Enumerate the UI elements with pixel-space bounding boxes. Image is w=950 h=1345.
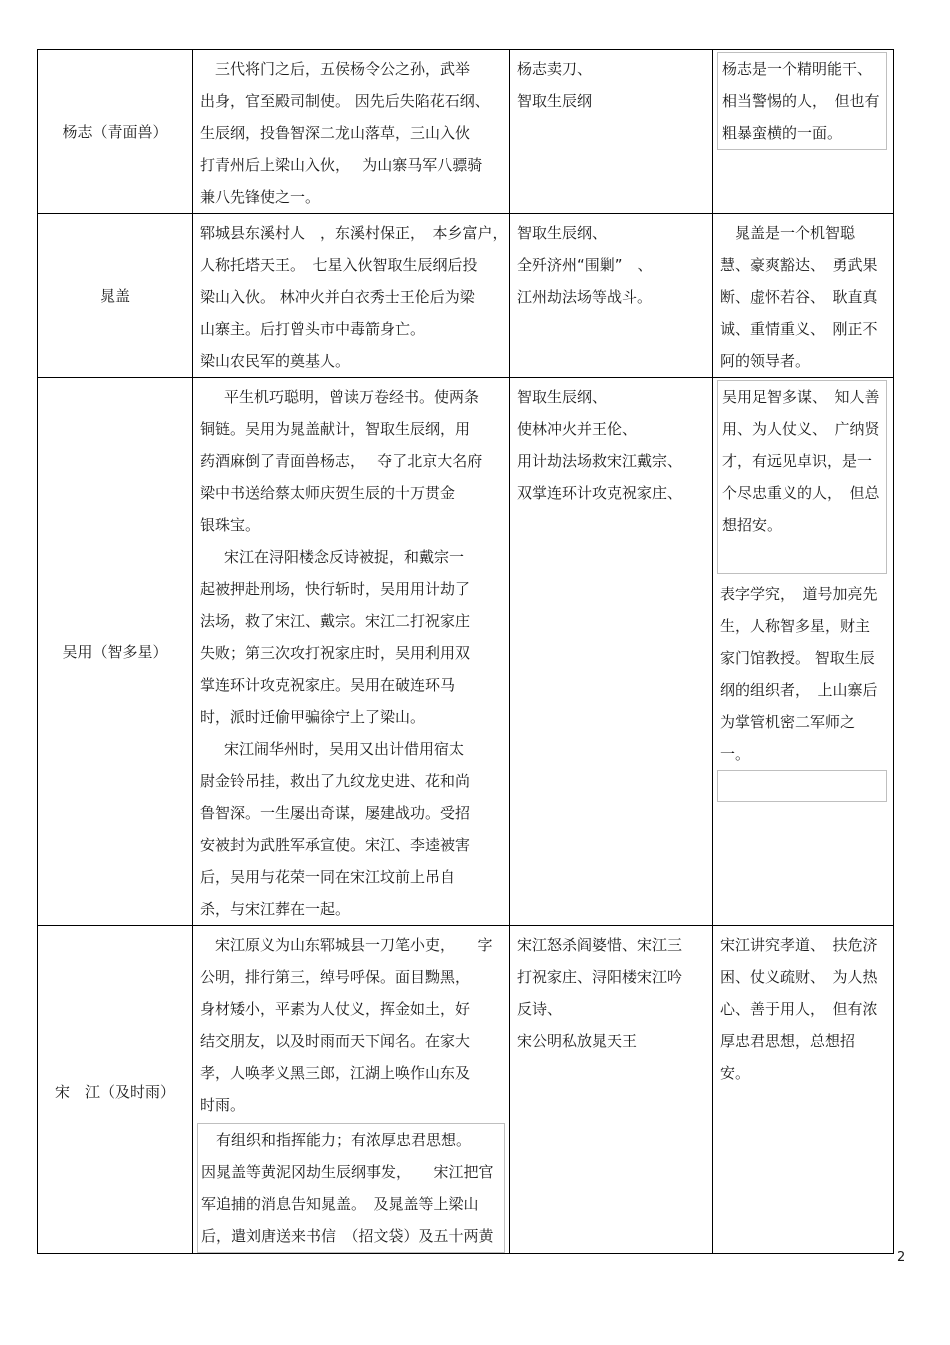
character-name-cell	[38, 214, 193, 378]
bio-cell	[193, 378, 510, 926]
bio-line: 梁中书送给蔡太师庆贺生辰的十万贯金	[200, 484, 456, 502]
bio-line: 安被封为武胜军承宣使。宋江、李逵被害	[200, 836, 471, 854]
bio-cell	[193, 926, 510, 1254]
trait-line: 心、善于用人， 但有浓	[720, 1000, 878, 1018]
bio-line: 失败；第三次攻打祝家庄时，吴用利用双	[200, 644, 471, 662]
note-line: 生，人称智多星，财主	[720, 617, 871, 635]
event-line: 使林冲火并王伦、	[517, 420, 638, 438]
bio-line: 结交朋友，以及时雨而天下闻名。在家大	[200, 1032, 471, 1050]
event-line: 宋江怒杀阎婆惜、宋江三	[517, 936, 683, 954]
event-line: 智取生辰纲	[517, 92, 593, 110]
bio-line: 三代将门之后，五侯杨令公之孙，武举	[200, 60, 471, 78]
bio-paragraph	[200, 541, 504, 573]
trait-line: 诚、重情重义、 刚正不	[720, 320, 878, 338]
note-line: 纲的组织者， 上山寨后	[720, 681, 878, 699]
note-line: 家门馆教授。 智取生辰	[720, 649, 875, 667]
event-line: 江州劫法场等战斗。	[517, 288, 653, 306]
bio-line: 杀，与宋江葬在一起。	[200, 900, 351, 918]
trait-line: 个尽忠重义的人， 但总	[722, 484, 880, 502]
event-line: 杨志卖刀、	[517, 60, 593, 78]
bio-line: 梁山农民军的奠基人。	[200, 352, 351, 370]
events-cell	[510, 50, 713, 214]
trait-box	[717, 52, 887, 150]
events-cell	[510, 378, 713, 926]
trait-line: 晁盖是一个机智聪	[720, 224, 856, 242]
character-table	[37, 49, 894, 1254]
character-name: 晁盖	[99, 286, 130, 305]
bio-paragraph	[200, 733, 504, 765]
character-name: 吴用（智多星）	[62, 642, 168, 661]
trait-line: 才，有远见卓识，是一	[722, 452, 873, 470]
bio-line: 军追捕的消息告知晁盖。 及晁盖等上梁山	[201, 1195, 479, 1213]
trait-line: 安。	[720, 1064, 751, 1082]
character-name-cell	[38, 926, 193, 1254]
table-row	[38, 50, 894, 214]
empty-box	[717, 770, 887, 802]
trait-line: 想招安。	[722, 516, 783, 534]
event-line: 智取生辰纲、	[517, 224, 608, 242]
bio-line: 时雨。	[200, 1096, 246, 1114]
events-cell	[510, 926, 713, 1254]
bio-line: 公明，排行第三，绰号呼保。面目黝黑，	[200, 968, 471, 986]
bio-line: 铜链。吴用为晁盖献计，智取生辰纲，用	[200, 420, 471, 438]
traits-cell	[713, 214, 894, 378]
bio-line: 梁山入伙。 林冲火并白衣秀士王伦后为梁	[200, 288, 475, 306]
bio-line: 鲁智深。一生屡出奇谋，屡建战功。受招	[200, 804, 471, 822]
bio-cell	[193, 50, 510, 214]
table-row	[38, 378, 894, 926]
character-name: 宋 江（及时雨）	[54, 1083, 175, 1101]
bio-line: 起被押赴刑场，快行斩时，吴用用计劫了	[200, 580, 471, 598]
events-cell	[510, 214, 713, 378]
bio-cell	[193, 214, 510, 378]
event-line: 智取生辰纲、	[517, 388, 608, 406]
event-line: 打祝家庄、浔阳楼宋江吟	[517, 968, 683, 986]
trait-line: 相当警惕的人， 但也有	[722, 92, 880, 110]
page-number: 2	[897, 1250, 906, 1265]
event-line: 反诗、	[517, 1000, 563, 1018]
bio-line: 后，吴用与花荣一同在宋江坟前上吊自	[200, 868, 456, 886]
bio-line: 宋江在浔阳楼念反诗被捉，和戴宗一	[224, 548, 465, 566]
bio-line: 人称托塔天王。 七星入伙智取生辰纲后投	[200, 256, 478, 274]
bio-line: 宋江原义为山东郓城县一刀笔小吏， 字	[200, 936, 493, 954]
trait-line: 吴用足智多谋、 知人善	[722, 388, 880, 406]
table-row	[38, 214, 894, 378]
bio-line: 法场，救了宋江、戴宗。宋江二打祝家庄	[200, 612, 471, 630]
trait-line: 阿的领导者。	[720, 352, 811, 370]
bio-line: 打青州后上梁山入伙， 为山寨马军八骠骑	[200, 156, 483, 174]
bio-line: 身材矮小，平素为人仗义，挥金如土，好	[200, 1000, 471, 1018]
trait-line: 慧、豪爽豁达、 勇武果	[720, 256, 878, 274]
trait-line: 厚忠君思想，总想招	[720, 1032, 856, 1050]
bio-line: 郓城县东溪村人 ，东溪村保正， 本乡富户，	[200, 224, 508, 242]
bio-line: 因晁盖等黄泥冈劫生辰纲事发， 宋江把官	[201, 1163, 494, 1181]
bio-line: 药酒麻倒了青面兽杨志， 夺了北京大名府	[200, 452, 483, 470]
trait-line: 杨志是一个精明能干、	[722, 60, 873, 78]
bio-line: 银珠宝。	[200, 516, 261, 534]
bio-box	[197, 1123, 505, 1253]
bio-line: 有组织和指挥能力；有浓厚忠君思想。	[201, 1131, 472, 1149]
note-line: 一。	[720, 745, 751, 763]
note-line: 为掌管机密二军师之	[720, 713, 856, 731]
bio-line: 孝，人唤孝义黑三郎，江湖上唤作山东及	[200, 1064, 471, 1082]
bio-line: 生辰纲，投鲁智深二龙山落草，三山入伙	[200, 124, 471, 142]
character-name-cell	[38, 378, 193, 926]
event-line: 用计劫法场救宋江戴宗、	[517, 452, 683, 470]
bio-line: 时，派时迁偷甲骗徐宁上了梁山。	[200, 708, 426, 726]
character-name-cell	[38, 50, 193, 214]
trait-line: 用、为人仗义、 广纳贤	[722, 420, 880, 438]
event-line: 全歼济州“围剿” 、	[517, 256, 653, 274]
trait-line: 粗暴蛮横的一面。	[722, 124, 843, 142]
bio-line: 后，遣刘唐送来书信 （招文袋）及五十两黄	[201, 1227, 494, 1245]
bio-paragraph	[200, 381, 504, 413]
traits-cell	[713, 926, 894, 1254]
trait-line: 宋江讲究孝道、 扶危济	[720, 936, 878, 954]
trait-line: 断、虚怀若谷、 耿直真	[720, 288, 878, 306]
trait-line: 困、仗义疏财、 为人热	[720, 968, 878, 986]
bio-line: 掌连环计攻克祝家庄。吴用在破连环马	[200, 676, 456, 694]
event-line: 双掌连环计攻克祝家庄、	[517, 484, 683, 502]
bio-line: 尉金铃吊挂，救出了九纹龙史进、花和尚	[200, 772, 471, 790]
note-line: 表字学究， 道号加亮先	[720, 585, 878, 603]
traits-cell	[713, 378, 894, 926]
bio-line: 出身，官至殿司制使。 因先后失陷花石纲、	[200, 92, 490, 110]
bio-line: 山寨主。后打曾头市中毒箭身亡。	[200, 320, 426, 338]
bio-line: 平生机巧聪明，曾读万卷经书。使两条	[224, 388, 480, 406]
event-line: 宋公明私放晁天王	[517, 1032, 638, 1050]
bio-line: 兼八先锋使之一。	[200, 188, 321, 206]
character-name: 杨志（青面兽）	[62, 122, 168, 141]
bio-line: 宋江闹华州时，吴用又出计借用宿太	[224, 740, 465, 758]
trait-box	[717, 380, 887, 574]
traits-cell	[713, 50, 894, 214]
table-row	[38, 926, 894, 1254]
